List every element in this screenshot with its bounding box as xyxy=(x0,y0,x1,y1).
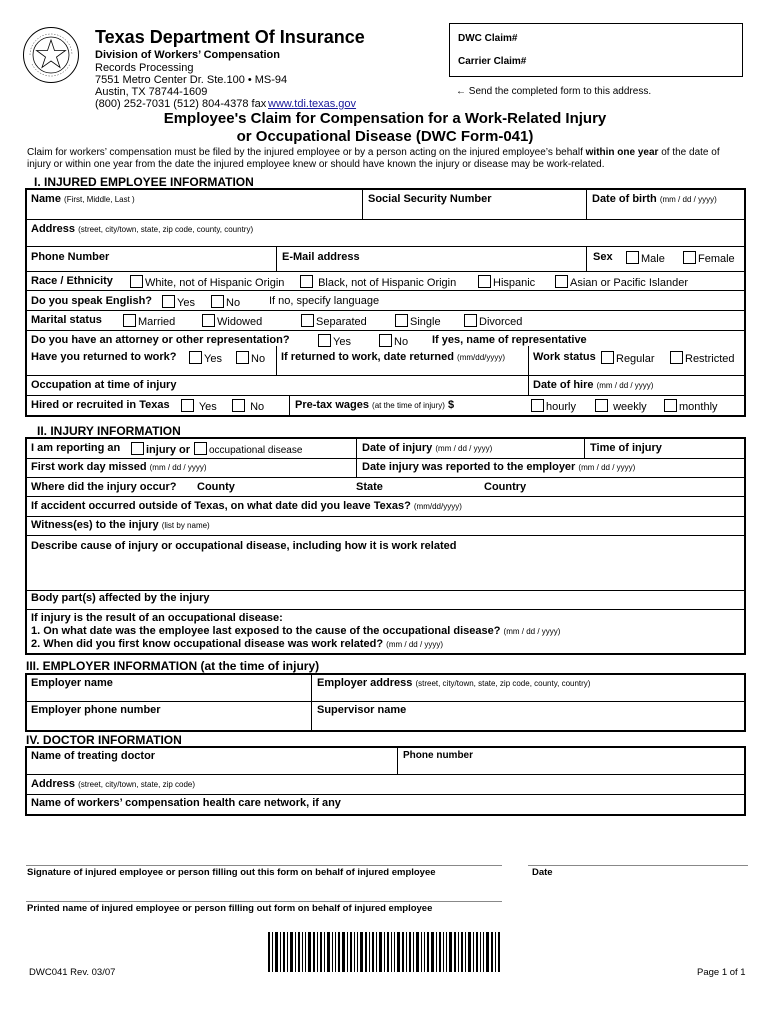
section-3-title: III. EMPLOYER INFORMATION (at the time of injury) xyxy=(26,659,320,673)
regular-option[interactable] xyxy=(601,351,655,365)
county-label: County xyxy=(197,481,235,493)
widowed-option[interactable] xyxy=(202,314,262,328)
returned-no-text: No xyxy=(251,353,266,365)
widowed-checkbox[interactable] xyxy=(202,314,215,327)
race-asian-checkbox[interactable] xyxy=(555,275,568,288)
supervisor-label: Supervisor name xyxy=(317,704,407,716)
hired-yes-option[interactable] xyxy=(181,399,217,413)
dollar-sign: $ xyxy=(448,399,455,411)
form-revision: DWC041 Rev. 03/07 xyxy=(29,967,116,978)
ssn-label: Social Security Number xyxy=(368,193,492,205)
returned-no-option[interactable] xyxy=(236,351,265,365)
male-checkbox[interactable] xyxy=(626,251,639,264)
send-note-text: Send the completed form to this address. xyxy=(468,86,652,97)
describe-label: Describe cause of injury or occupational disease, including how it is work related xyxy=(31,540,457,552)
returned-label: Have you returned to work? xyxy=(31,351,177,363)
race-hispanic-checkbox[interactable] xyxy=(478,275,491,288)
monthly-checkbox[interactable] xyxy=(664,399,677,412)
report-disease-checkbox[interactable] xyxy=(194,442,207,455)
monthly-option[interactable] xyxy=(664,399,718,413)
doctor-address-hint: (street, city/town, state, zip code) xyxy=(78,780,196,789)
first-missed-label xyxy=(31,461,207,473)
report-disease-text: occupational disease xyxy=(209,445,303,456)
hired-yes-text: Yes xyxy=(198,401,217,413)
signature-label: Signature of injured employee or person filling out this form on behalf of injured employee xyxy=(27,867,436,878)
attorney-no-option[interactable] xyxy=(379,334,408,348)
address-label xyxy=(31,223,253,235)
phone-fax: (800) 252-7031 (512) 804-4378 fax xyxy=(95,98,267,110)
english-yes-checkbox[interactable] xyxy=(162,295,175,308)
race-black-option[interactable] xyxy=(300,275,456,289)
race-asian-option[interactable] xyxy=(555,275,688,289)
occ-q1-label xyxy=(31,625,560,637)
hourly-option[interactable] xyxy=(531,399,576,413)
race-white-checkbox[interactable] xyxy=(130,275,143,288)
reporting-label: I am reporting an xyxy=(31,442,121,454)
printed-name-label: Printed name of injured employee or person filling out form on behalf of injured employee xyxy=(27,903,433,914)
address-line-1: 7551 Metro Center Dr. Ste.100 • MS-94 xyxy=(95,74,288,86)
barcode-icon xyxy=(268,932,500,972)
reported-hint: (mm / dd / yyyy) xyxy=(578,463,636,472)
race-label: Race / Ethnicity xyxy=(31,275,113,287)
returned-yes-checkbox[interactable] xyxy=(189,351,202,364)
outside-texas-label xyxy=(31,500,462,512)
name-label xyxy=(31,193,135,205)
hired-no-checkbox[interactable] xyxy=(232,399,245,412)
page-number: Page 1 of 1 xyxy=(697,967,746,978)
hire-date-hint: (mm / dd / yyyy) xyxy=(596,381,654,390)
doctor-name-label: Name of treating doctor xyxy=(31,750,156,762)
division-name: Division of Workers’ Compensation xyxy=(95,49,280,61)
form-title-line-2: or Occupational Disease (DWC Form-041) xyxy=(236,128,534,145)
department: Records Processing xyxy=(95,62,194,74)
returned-yes-option[interactable] xyxy=(189,351,222,365)
network-label: Name of workers’ compensation health care network, if any xyxy=(31,797,341,809)
separated-text: Separated xyxy=(316,316,367,328)
attorney-no-checkbox[interactable] xyxy=(379,334,392,347)
single-text: Single xyxy=(410,316,441,328)
date-injury-text: Date of injury xyxy=(362,442,433,454)
weekly-text: weekly xyxy=(613,401,647,413)
date-injury-hint: (mm / dd / yyyy) xyxy=(435,444,493,453)
form-title-line-1: Employee's Claim for Compensation for a Work-Related Injury xyxy=(163,110,607,127)
returned-no-checkbox[interactable] xyxy=(236,351,249,364)
race-black-text: Black, not of Hispanic Origin xyxy=(318,277,457,289)
witness-text: Witness(es) to the injury xyxy=(31,519,159,531)
hired-yes-checkbox[interactable] xyxy=(181,399,194,412)
dob-text: Date of birth xyxy=(592,193,657,205)
divorced-option[interactable] xyxy=(464,314,522,328)
address-text: Address xyxy=(31,223,76,235)
hourly-checkbox[interactable] xyxy=(531,399,544,412)
occ-q2-hint: (mm / dd / yyyy) xyxy=(386,640,444,649)
sex-label: Sex xyxy=(593,251,613,263)
doctor-phone-label: Phone number xyxy=(403,750,474,761)
name-text: Name xyxy=(31,193,61,205)
separated-checkbox[interactable] xyxy=(301,314,314,327)
name-hint: (First, Middle, Last ) xyxy=(64,195,135,204)
state-seal-icon xyxy=(22,26,80,84)
married-text: Married xyxy=(138,316,176,328)
female-checkbox[interactable] xyxy=(683,251,696,264)
married-option[interactable] xyxy=(123,314,175,328)
returned-date-label xyxy=(281,351,505,363)
report-injury-option[interactable] xyxy=(131,442,190,456)
english-no-option[interactable] xyxy=(211,295,240,309)
returned-yes-text: Yes xyxy=(204,353,222,365)
dwc-claim-label: DWC Claim# xyxy=(458,33,518,44)
attorney-label: Do you have an attorney or other representation? xyxy=(31,334,290,346)
outside-texas-hint: (mm/dd/yyyy) xyxy=(413,502,462,511)
employer-name-label: Employer name xyxy=(31,677,113,689)
language-label: If no, specify language xyxy=(269,295,380,307)
returned-date-text: If returned to work, date returned xyxy=(281,351,454,363)
returned-date-hint: (mm/dd/yyyy) xyxy=(457,353,506,362)
male-option[interactable] xyxy=(626,251,665,265)
first-missed-hint: (mm / dd / yyyy) xyxy=(149,463,207,472)
intro-text-c: of the date of xyxy=(658,147,720,158)
female-text: Female xyxy=(698,253,735,265)
intro-text-b: within one year xyxy=(585,147,659,158)
english-no-checkbox[interactable] xyxy=(211,295,224,308)
intro-line-1 xyxy=(27,147,720,158)
restricted-option[interactable] xyxy=(670,351,735,365)
where-label: Where did the injury occur? xyxy=(31,481,177,493)
state-label: State xyxy=(356,481,383,493)
widowed-text: Widowed xyxy=(217,316,263,328)
divorced-text: Divorced xyxy=(479,316,523,328)
restricted-text: Restricted xyxy=(685,353,735,365)
employer-phone-label: Employer phone number xyxy=(31,704,161,716)
english-yes-option[interactable] xyxy=(162,295,195,309)
work-status-label: Work status xyxy=(533,351,596,363)
attorney-yes-option[interactable] xyxy=(318,334,351,348)
date-injury-label xyxy=(362,442,492,454)
phone-label: Phone Number xyxy=(31,251,110,263)
time-injury-label: Time of injury xyxy=(590,442,662,454)
hired-texas-label: Hired or recruited in Texas xyxy=(31,399,170,411)
witness-hint: (list by name) xyxy=(161,521,210,530)
section-1-title: I. INJURED EMPLOYEE INFORMATION xyxy=(34,175,254,189)
report-injury-checkbox[interactable] xyxy=(131,442,144,455)
marital-label: Marital status xyxy=(31,314,102,326)
outside-texas-text: If accident occurred outside of Texas, on what date did you leave Texas? xyxy=(31,500,411,512)
doctor-address-label xyxy=(31,778,195,790)
dob-label xyxy=(592,193,717,205)
female-option[interactable] xyxy=(683,251,735,265)
race-white-option[interactable] xyxy=(130,275,284,289)
address-line-2: Austin, TX 78744-1609 xyxy=(95,86,208,98)
email-label: E-Mail address xyxy=(282,251,360,263)
reported-text: Date injury was reported to the employer xyxy=(362,461,576,473)
witness-label xyxy=(31,519,210,531)
hired-no-text: No xyxy=(250,401,265,413)
attorney-yes-checkbox[interactable] xyxy=(318,334,331,347)
section-2-title: II. INJURY INFORMATION xyxy=(37,424,181,438)
regular-checkbox[interactable] xyxy=(601,351,614,364)
arrow-left-icon: ← xyxy=(456,86,466,97)
send-note xyxy=(456,86,651,97)
attorney-no-text: No xyxy=(394,336,409,348)
occ-q2-text: 2. When did you first know occupational disease was work related? xyxy=(31,638,384,650)
race-white-text: White, not of Hispanic Origin xyxy=(145,277,285,289)
agency-title: Texas Department Of Insurance xyxy=(95,27,365,47)
race-hispanic-text: Hispanic xyxy=(493,277,536,289)
body-parts-label: Body part(s) affected by the injury xyxy=(31,592,210,604)
section-4-title: IV. DOCTOR INFORMATION xyxy=(26,733,182,747)
hire-date-text: Date of hire xyxy=(533,379,594,391)
report-injury-text: injury or xyxy=(146,444,191,456)
claim-box xyxy=(449,23,743,77)
monthly-text: monthly xyxy=(679,401,718,413)
occ-q2-label xyxy=(31,638,443,650)
intro-line-2: injury or within one year from the date the injured employee knew or should have known the injury or disease may be work-related. xyxy=(27,159,605,170)
occ-q1-text: 1. On what date was the employee last exposed to the cause of the occupational disease? xyxy=(31,625,501,637)
weekly-option[interactable] xyxy=(595,399,647,413)
wages-hint: (at the time of injury) xyxy=(372,401,445,410)
separated-option[interactable] xyxy=(301,314,367,328)
signature-date-label: Date xyxy=(532,867,553,878)
employer-address-hint: (street, city/town, state, zip code, county, country) xyxy=(415,679,591,688)
address-hint: (street, city/town, state, zip code, county, country) xyxy=(78,225,254,234)
single-checkbox[interactable] xyxy=(395,314,408,327)
married-checkbox[interactable] xyxy=(123,314,136,327)
country-label: Country xyxy=(484,481,527,493)
regular-text: Regular xyxy=(616,353,655,365)
divorced-checkbox[interactable] xyxy=(464,314,477,327)
doctor-address-text: Address xyxy=(31,778,76,790)
representative-label: If yes, name of representative xyxy=(432,334,587,346)
hired-no-option[interactable] xyxy=(232,399,264,413)
wages-text: Pre-tax wages xyxy=(295,399,369,411)
hourly-text: hourly xyxy=(546,401,576,413)
english-label: Do you speak English? xyxy=(31,295,153,307)
weekly-checkbox[interactable] xyxy=(595,399,608,412)
reported-label xyxy=(362,461,635,473)
intro-text-a: Claim for workers’ compensation must be filed by the injured employee or by a person acting on the injured employee’s behalf xyxy=(27,147,586,158)
wages-label xyxy=(295,399,454,411)
race-asian-text: Asian or Pacific Islander xyxy=(570,277,688,289)
hire-date-label xyxy=(533,379,653,391)
report-disease-option[interactable] xyxy=(194,442,302,456)
race-black-checkbox[interactable] xyxy=(300,275,313,288)
male-text: Male xyxy=(641,253,665,265)
dob-hint: (mm / dd / yyyy) xyxy=(659,195,717,204)
attorney-yes-text: Yes xyxy=(333,336,351,348)
website-link[interactable]: www.tdi.texas.gov xyxy=(268,98,357,110)
carrier-claim-label: Carrier Claim# xyxy=(458,56,527,67)
employer-address-label xyxy=(317,677,590,689)
race-hispanic-option[interactable] xyxy=(478,275,535,289)
english-yes-text: Yes xyxy=(177,297,195,309)
single-option[interactable] xyxy=(395,314,441,328)
employer-address-text: Employer address xyxy=(317,677,413,689)
occ-q1-hint: (mm / dd / yyyy) xyxy=(503,627,561,636)
english-no-text: No xyxy=(226,297,241,309)
first-missed-text: First work day missed xyxy=(31,461,147,473)
occupation-label: Occupation at time of injury xyxy=(31,379,177,391)
occ-disease-label: If injury is the result of an occupational disease: xyxy=(31,612,283,624)
restricted-checkbox[interactable] xyxy=(670,351,683,364)
